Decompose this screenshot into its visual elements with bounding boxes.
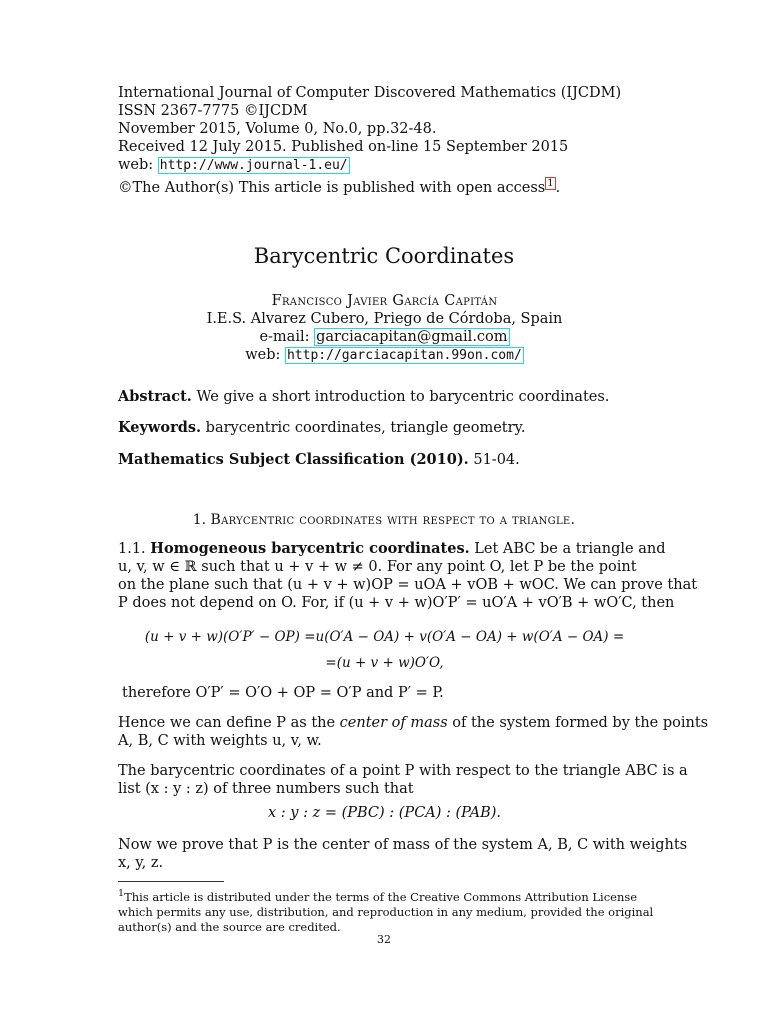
- equation-1-line2: =(u + v + w)O′O,: [325, 655, 444, 671]
- paragraph-2: [118, 714, 709, 750]
- msc-classification: [118, 451, 651, 469]
- abstract-text: We give a short introduction to barycentric coordinates.: [191, 389, 610, 405]
- section-title: Barycentric coordinates with respect to a triangle.: [210, 512, 576, 528]
- paragraph-1: [118, 540, 698, 612]
- equation-1-line1: (u + v + w)(O′P′ − OP) =u(O′A − OA) + v(O′A − OA) + w(O′A − OA) =: [144, 629, 625, 645]
- paragraph-3: [118, 762, 688, 798]
- footnote-line3: author(s) and the source are credited.: [118, 919, 341, 934]
- footnote-line2: which permits any use, distribution, and reproduction in any medium, provided the original: [118, 904, 654, 919]
- p2-text-a: Hence we can define P as the: [118, 715, 340, 731]
- subsection-title: Homogeneous barycentric coordinates.: [150, 540, 470, 557]
- equation-2: [118, 654, 651, 672]
- paragraph-4: [118, 836, 688, 872]
- p1-line1: Let ABC be a triangle and: [474, 541, 666, 557]
- subsection-number: 1.1.: [118, 541, 146, 557]
- p2-line2: A, B, C with weights u, v, w.: [118, 733, 322, 749]
- author-web-line: [118, 346, 651, 365]
- page-number: 32: [377, 933, 391, 946]
- abstract-label: Abstract.: [118, 388, 192, 405]
- footnote: [118, 886, 654, 935]
- journal-web-label: web:: [118, 157, 158, 173]
- author-name: Francisco Javier García Capitán: [271, 293, 498, 309]
- p3-line2: list (x : y : z) of three numbers such that: [118, 781, 414, 797]
- license-text: ©The Author(s) This article is published with open access: [118, 179, 546, 196]
- section-heading: [0, 512, 768, 528]
- journal-web-line: [118, 156, 651, 175]
- p4-line2: x, y, z.: [118, 855, 164, 871]
- p1-line4: P does not depend on O. For, if (u + v + w)O′P′ = uO′A + vO′B + wO′C, then: [118, 595, 675, 611]
- author-affiliation: I.E.S. Alvarez Cubero, Priego de Córdoba, Spain: [206, 311, 563, 327]
- author-email-label: e-mail:: [259, 329, 315, 345]
- equation-3: x : y : z = (PBC) : (PCA) : (PAB).: [268, 805, 501, 821]
- p4-line1: Now we prove that P is the center of mass of the system A, B, C with weights: [118, 837, 688, 853]
- section-number: 1.: [192, 512, 207, 528]
- footnote-link[interactable]: 1: [547, 178, 554, 189]
- p2-text-b: of the system formed by the points: [447, 715, 709, 731]
- license-end: .: [555, 179, 561, 196]
- p2-emphasis: center of mass: [339, 715, 448, 731]
- license-line: [118, 175, 651, 197]
- footnote-rule: [118, 881, 224, 882]
- author-web-link[interactable]: http://garciacapitan.99on.com/: [286, 348, 522, 363]
- journal-received: Received 12 July 2015. Published on-line 15 September 2015: [118, 139, 569, 155]
- journal-header: [118, 84, 651, 197]
- journal-issue: November 2015, Volume 0, No.0, pp.32-48.: [118, 121, 437, 137]
- msc-label: Mathematics Subject Classification (2010).: [118, 451, 469, 468]
- therefore-line: therefore O′P′ = O′O + OP = O′P and P′ = P.: [122, 685, 444, 701]
- footnote-line1: This article is distributed under the terms of the Creative Commons Attribution License: [124, 889, 638, 904]
- author-web-label: web:: [245, 347, 285, 363]
- equation-1: [118, 628, 651, 646]
- journal-web-link[interactable]: http://www.journal-1.eu/: [159, 158, 348, 173]
- journal-name: International Journal of Computer Discovered Mathematics (IJCDM): [118, 85, 622, 101]
- paper-title: Barycentric Coordinates: [253, 244, 515, 268]
- p3-line1: The barycentric coordinates of a point P with respect to the triangle ABC is a: [118, 763, 688, 779]
- journal-issn: ISSN 2367-7775 ©IJCDM: [118, 103, 308, 119]
- p1-line3: on the plane such that (u + v + w)OP = uOA + vOB + wOC. We can prove that: [118, 577, 698, 593]
- abstract: [118, 388, 651, 406]
- keywords-label: Keywords.: [118, 419, 202, 436]
- p1-line2: u, v, w ∈ ℝ such that u + v + w ≠ 0. For any point O, let P be the point: [118, 559, 637, 575]
- keywords-text: barycentric coordinates, triangle geometry.: [201, 420, 526, 436]
- author-email-link[interactable]: garciacapitan@gmail.com: [316, 329, 508, 345]
- keywords: [118, 419, 651, 437]
- author-email-line: [118, 328, 651, 346]
- author-block: [118, 292, 651, 365]
- msc-text: 51-04.: [468, 452, 520, 468]
- footnote-mark: 1: [118, 888, 125, 899]
